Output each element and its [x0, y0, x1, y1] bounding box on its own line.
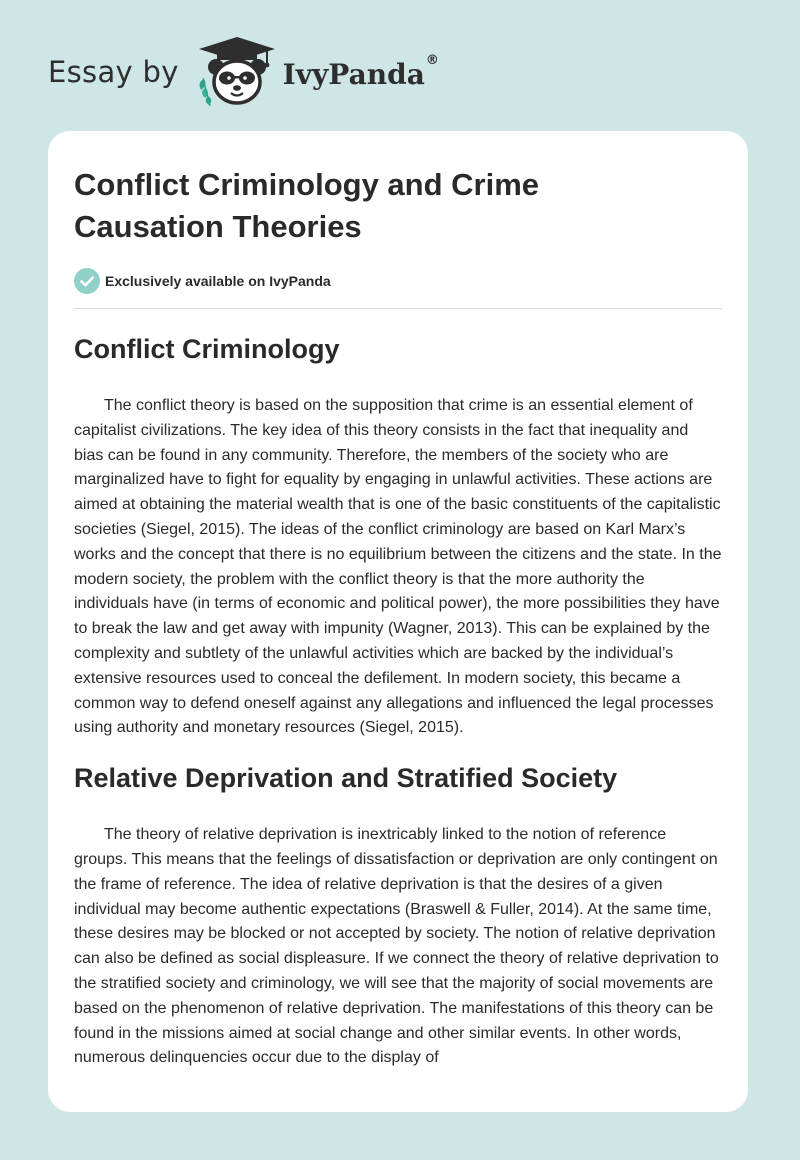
section-heading-relative-deprivation: Relative Deprivation and Stratified Society	[74, 763, 618, 794]
essay-card	[48, 131, 748, 1112]
registered-mark: ®	[425, 52, 439, 68]
brand-prefix: Essay by	[48, 55, 179, 89]
panda-graduate-logo-icon[interactable]	[195, 34, 279, 110]
exclusive-label: Exclusively available on IvyPanda	[105, 273, 331, 289]
section-paragraph-relative-deprivation: The theory of relative deprivation is inextricably linked to the notion of reference groups. This means that the feelings of dissatisfaction or deprivation are only contingent on the frame of reference. The idea of relative deprivation is that the desires of a given individual may become authentic expectations (Braswell & Fuller, 2014). At the same time, these desires may be blocked or not accepted by society. The notion of relative deprivation can also be defined as social displeasure. If we connect the theory of relative deprivation to the stratified society and criminology, we will see that the majority of social movements are based on the phenomenon of relative deprivation. The manifestations of this theory can be found in the missions aimed at social change and other similar events. In other words, numerous delinquencies occur due to the display of	[74, 826, 719, 1067]
brand-name[interactable]: IvyPanda	[282, 57, 425, 91]
essay-content	[74, 131, 722, 1071]
exclusive-badge	[74, 268, 722, 294]
site-header	[48, 34, 439, 110]
check-circle-icon	[74, 268, 100, 294]
essay-title: Conflict Criminology and Crime Causation Theories	[74, 167, 540, 244]
title-divider	[74, 308, 722, 309]
section-heading-conflict-criminology: Conflict Criminology	[74, 334, 340, 364]
section-paragraph-conflict-criminology: The conflict theory is based on the supposition that crime is an essential element of capitalist civilizations. The key idea of this theory consists in the fact that inequality and bias can be found in any community. Therefore, the members of the society who are marginalized have to fight for equality by engaging in unlawful activities. These actions are aimed at obtaining the material wealth that is one of the basic constituents of the capitalistic societies (Siegel, 2015). The ideas of the conflict criminology are based on Karl Marx’s works and the concept that there is no equilibrium between the citizens and the state. In the modern society, the problem with the conflict theory is that the more authority the individuals have (in terms of economic and political power), the more possibilities they have to break the law and get away with impunity (Wagner, 2013). This can be explained by the complexity and subtlety of the unlawful activities which are backed by the individual’s extensive resources used to conceal the defilement. In modern society, this became a common way to defend oneself against any allegations and influenced the legal processes using authority and monetary resources (Siegel, 2015).	[74, 397, 722, 737]
